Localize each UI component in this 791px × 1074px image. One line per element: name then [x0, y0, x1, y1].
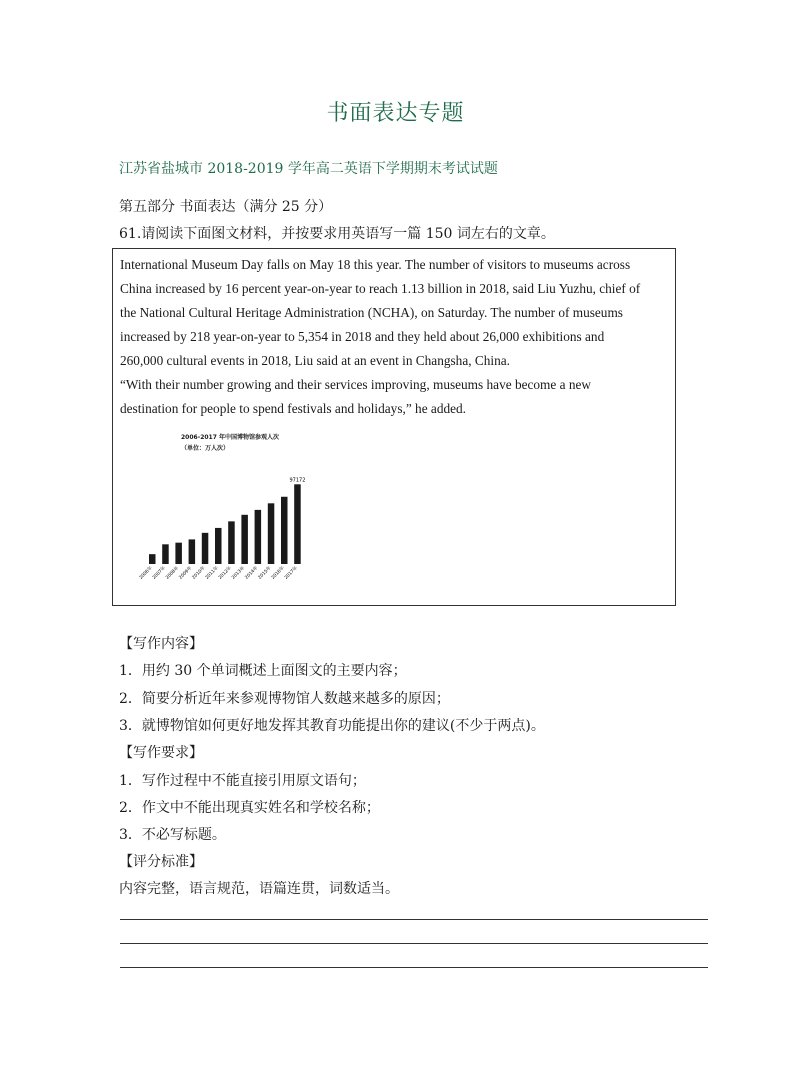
task-instruction: 61.请阅读下面图文材料，并按要求用英语写一篇 150 词左右的文章。	[119, 226, 555, 242]
content-item: 3．就博物馆如何更好地发挥其教育功能提出你的建议(不少于两点)。	[119, 718, 545, 734]
chart-tick-label: 2007年	[152, 565, 167, 581]
visitor-chart	[127, 433, 317, 593]
scoring-text: 内容完整，语言规范，语篇连贯，词数适当。	[119, 881, 399, 897]
rules-item: 3．不必写标题。	[119, 827, 226, 843]
chart-tick-label: 2008年	[165, 565, 181, 581]
answer-line[interactable]	[120, 967, 708, 968]
passage-box	[112, 248, 676, 606]
passage-line: 260,000 cultural events in 2018, Liu said at an event in Changsha, China.	[120, 353, 510, 368]
chart-tick-label: 2017年	[284, 565, 299, 581]
chart-bar	[149, 554, 156, 564]
chart-bar	[189, 539, 196, 564]
chart-bar	[281, 497, 288, 564]
page-title: 书面表达专题	[326, 101, 465, 126]
passage-line: International Museum Day falls on May 18 this year. The number of visitors to museums across	[120, 257, 631, 272]
content-item: 1．用约 30 个单词概述上面图文的主要内容；	[119, 663, 407, 679]
passage-line: “With their number growing and their services improving, museums have become a new	[120, 377, 592, 392]
chart-bar	[268, 503, 275, 564]
passage-line: destination for people to spend festivals and holidays,” he added.	[120, 401, 466, 416]
chart-bar	[241, 515, 248, 564]
chart-unit: （单位：万人次）	[181, 445, 230, 452]
content-heading: 【写作内容】	[119, 636, 203, 652]
chart-canvas	[127, 433, 317, 593]
content-item: 2．简要分析近年来参观博物馆人数越来越多的原因；	[119, 691, 450, 707]
chart-bar	[215, 528, 222, 564]
rules-item: 2．作文中不能出现真实姓名和学校名称；	[119, 800, 380, 816]
chart-tick-label: 2006年	[138, 565, 154, 581]
rules-item: 1．写作过程中不能直接引用原文语句；	[119, 773, 366, 789]
chart-bar	[255, 510, 262, 564]
chart-bar	[202, 533, 209, 564]
source-line: 江苏省盐城市 2018-2019 学年高二英语下学期期末考试试题	[119, 161, 498, 177]
chart-tick-label: 2012年	[218, 565, 233, 581]
chart-tick-label: 2009年	[178, 565, 194, 581]
chart-tick-label: 2016年	[270, 565, 286, 581]
chart-tick-label: 2014年	[244, 565, 260, 581]
rules-heading: 【写作要求】	[119, 745, 203, 761]
chart-tick-label: 2011年	[204, 565, 220, 581]
chart-title: 2006-2017 年中国博物馆参观人次	[181, 434, 279, 441]
chart-tick-label: 2013年	[231, 565, 247, 581]
chart-bar	[175, 543, 182, 564]
passage-line: increased by 218 year-on-year to 5,354 in 2018 and they held about 26,000 exhibitions and	[120, 329, 605, 344]
scoring-heading: 【评分标准】	[119, 854, 203, 870]
chart-bar	[294, 484, 301, 564]
chart-data-label: 97172	[289, 477, 306, 484]
chart-bar	[228, 521, 235, 564]
chart-tick-label: 2015年	[257, 565, 273, 581]
chart-tick-label: 2010年	[191, 565, 207, 581]
passage-line: the National Cultural Heritage Administration (NCHA), on Saturday. The number of museums	[120, 305, 623, 320]
section-heading: 第五部分 书面表达（满分 25 分）	[119, 199, 333, 215]
answer-line[interactable]	[120, 943, 708, 944]
answer-line[interactable]	[120, 919, 708, 920]
passage-line: China increased by 16 percent year-on-year to reach 1.13 billion in 2018, said Liu Yuzhu, chief of	[120, 281, 641, 296]
chart-bar	[162, 544, 169, 564]
